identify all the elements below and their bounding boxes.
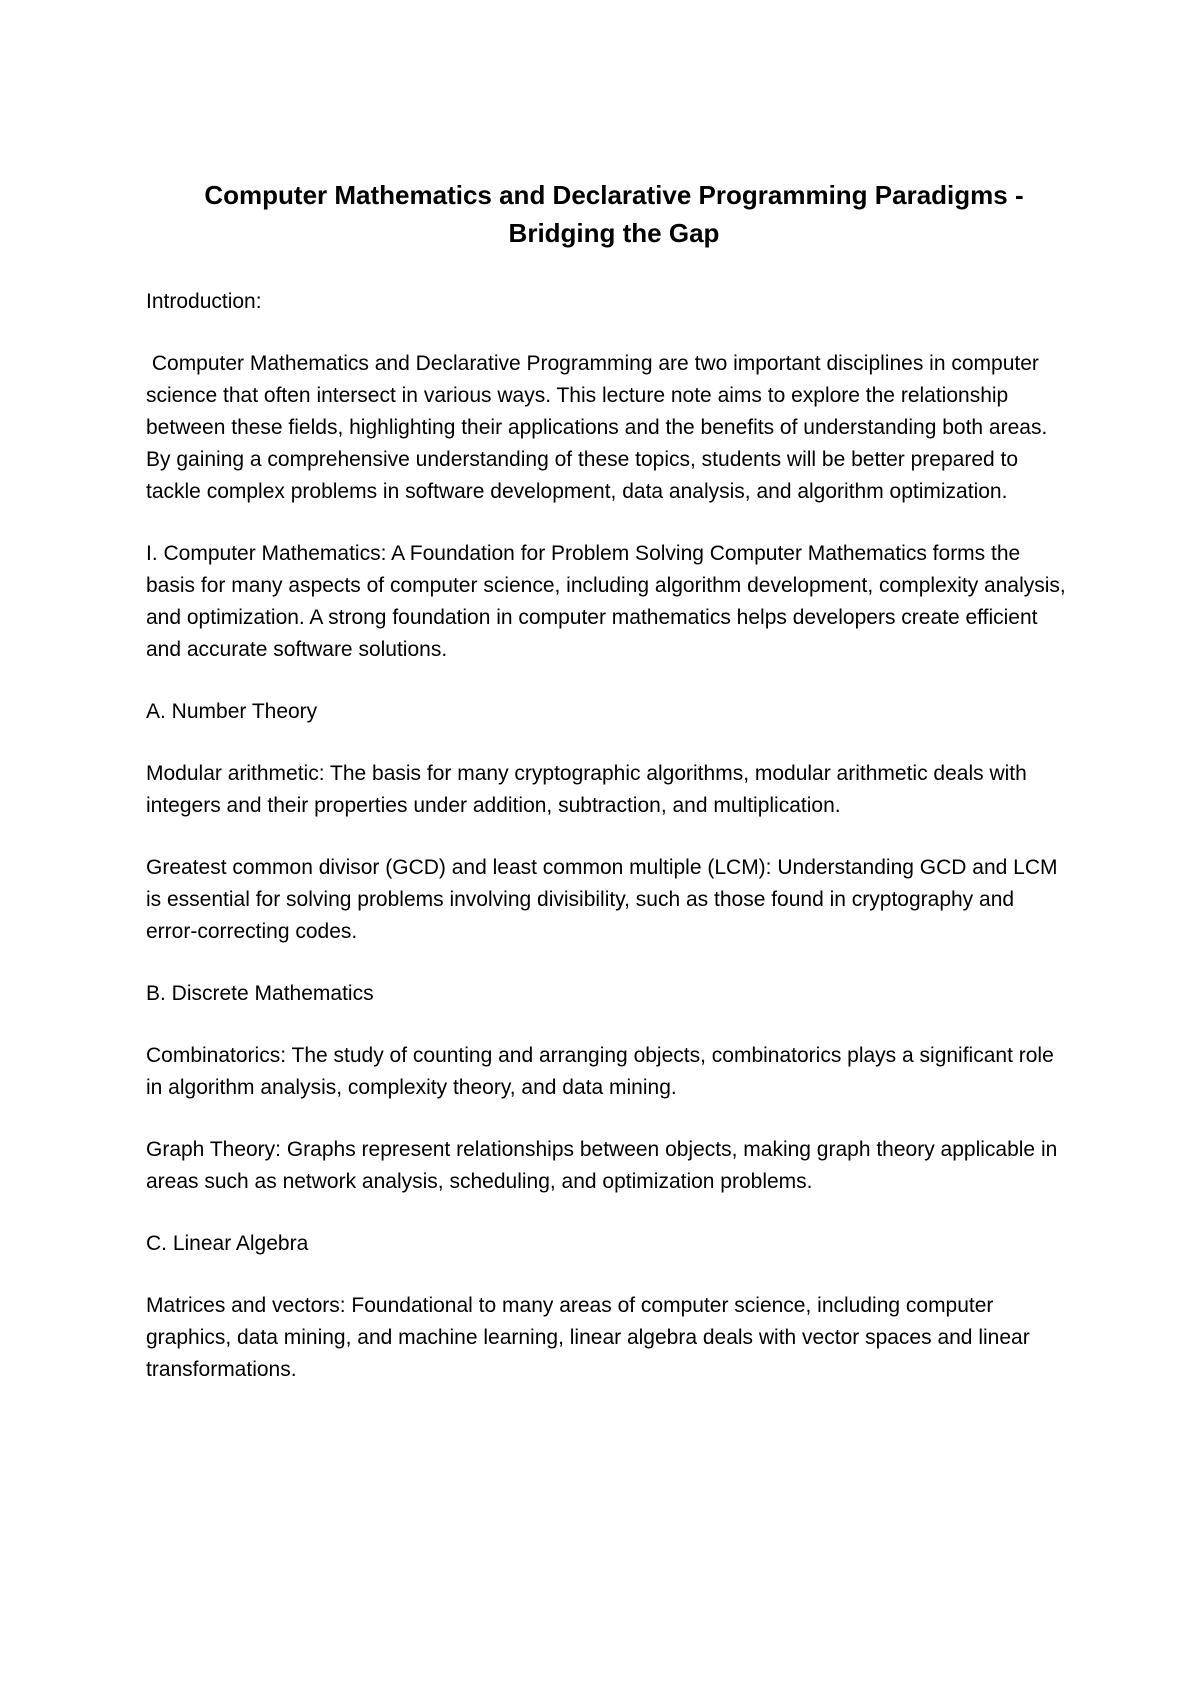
combinatorics-paragraph: Combinatorics: The study of counting and arranging objects, combinatorics plays a significant role in algorithm analysis, complexity theory, and data mining. — [146, 1044, 1054, 1099]
graph-theory-paragraph: Graph Theory: Graphs represent relationships between objects, making graph theory applicable in areas such as network analysis, scheduling, and optimization problems. — [146, 1138, 1058, 1193]
modular-arithmetic-paragraph: Modular arithmetic: The basis for many cryptographic algorithms, modular arithmetic deals with integers and their properties under addition, subtraction, and multiplication. — [146, 762, 1027, 817]
subsection-c-heading: C. Linear Algebra — [146, 1232, 309, 1255]
subsection-a-heading: A. Number Theory — [146, 700, 318, 723]
introduction-paragraph: Computer Mathematics and Declarative Programming are two important disciplines in computer science that often intersect in various ways. This lecture note aims to explore the relationship between these fields, highlighting their applications and the benefits of understanding both areas. By gaining a comprehensive understanding of these topics, students will be better prepared to tackle complex problems in software development, data analysis, and algorithm optimization. — [146, 352, 1054, 503]
matrices-vectors-paragraph: Matrices and vectors: Foundational to many areas of computer science, including computer graphics, data mining, and machine learning, linear algebra deals with vector spaces and linear transformations. — [146, 1294, 1030, 1381]
gcd-lcm-paragraph: Greatest common divisor (GCD) and least common multiple (LCM): Understanding GCD and LCM is essential for solving problems involving divisibility, such as those found in cryptography and error-correcting codes. — [146, 856, 1058, 943]
section-1-paragraph: I. Computer Mathematics: A Foundation for Problem Solving Computer Mathematics forms the basis for many aspects of computer science, including algorithm development, complexity analysis, and optimization. A strong foundation in computer mathematics helps developers create efficient and accurate software solutions. — [146, 542, 1066, 661]
introduction-label: Introduction: — [146, 290, 262, 313]
document-page — [146, 176, 1066, 1386]
document-title: Computer Mathematics and Declarative Programming Paradigms - Bridging the Gap — [204, 180, 1024, 248]
subsection-b-heading: B. Discrete Mathematics — [146, 982, 374, 1005]
